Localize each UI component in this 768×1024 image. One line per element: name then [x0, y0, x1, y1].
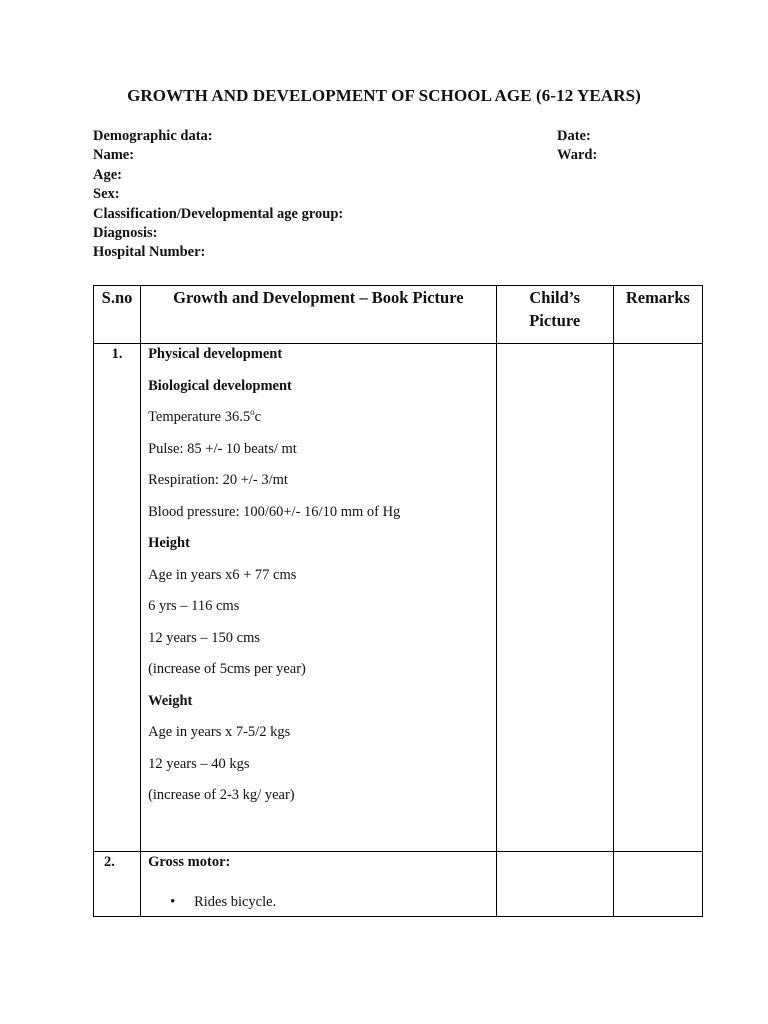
ward-label: Ward:: [557, 147, 598, 164]
page-title: GROWTH AND DEVELOPMENT OF SCHOOL AGE (6-12 YEARS): [127, 86, 641, 105]
table-header-row: [94, 286, 703, 344]
growth-development-cell: [141, 852, 497, 917]
blood-pressure-text: Blood pressure: 100/60+/- 16/10 mm of Hg: [148, 503, 401, 520]
header-remarks: Remarks: [613, 286, 702, 344]
height-6yrs: 6 yrs – 116 cms: [148, 598, 240, 614]
list-item: [148, 892, 496, 912]
weight-formula: Age in years x 7-5/2 kgs: [148, 724, 291, 740]
growth-development-table: [93, 285, 703, 917]
name-label: Name:: [93, 147, 135, 164]
growth-development-cell: [141, 344, 497, 852]
table-row: [94, 344, 703, 852]
bullet-icon: •: [170, 893, 176, 910]
diagnosis-label: Diagnosis:: [93, 225, 158, 242]
weight-heading: Weight: [148, 692, 193, 709]
childs-picture-cell: [496, 344, 613, 852]
height-12yrs: 12 years – 150 cms: [148, 629, 261, 646]
header-growth-development: Growth and Development – Book Picture: [141, 286, 497, 344]
demographic-heading: Demographic data:: [93, 128, 213, 144]
remarks-cell: [613, 344, 702, 852]
header-childs-line2: Picture: [529, 311, 581, 330]
childs-picture-cell: [496, 852, 613, 917]
header-sno: S.no: [94, 286, 141, 344]
temperature-text: [148, 407, 496, 439]
degree-sup: o: [250, 407, 255, 417]
row-number: 2.: [94, 852, 141, 917]
respiration-text: Respiration: 20 +/- 3/mt: [148, 472, 288, 488]
biological-development-heading: Biological development: [148, 377, 292, 394]
date-ward-fields: [557, 127, 597, 166]
temperature-value: Temperature 36.5: [148, 409, 251, 425]
height-increase: (increase of 5cms per year): [148, 661, 306, 677]
classification-label: Classification/Developmental age group:: [93, 205, 344, 222]
row-number: 1.: [94, 344, 141, 852]
table-row: [94, 852, 703, 917]
gross-motor-heading: Gross motor:: [148, 854, 231, 870]
temperature-unit: c: [254, 409, 262, 425]
weight-increase: (increase of 2-3 kg/ year): [148, 787, 295, 803]
list-item-text: Rides bicycle.: [194, 893, 277, 910]
demographic-fields: [93, 127, 343, 263]
pulse-text: Pulse: 85 +/- 10 beats/ mt: [148, 440, 297, 457]
header-childs-picture: [496, 286, 613, 344]
header-childs-line1: Child’s: [529, 288, 581, 307]
hospital-number-label: Hospital Number:: [93, 244, 206, 261]
height-formula: Age in years x6 + 77 cms: [148, 566, 297, 583]
date-label: Date:: [557, 128, 591, 144]
height-heading: Height: [148, 535, 190, 551]
physical-development-heading: Physical development: [148, 346, 283, 362]
remarks-cell: [613, 852, 702, 917]
age-label: Age:: [93, 166, 122, 183]
weight-12yrs: 12 years – 40 kgs: [148, 755, 250, 772]
sex-label: Sex:: [93, 186, 120, 203]
